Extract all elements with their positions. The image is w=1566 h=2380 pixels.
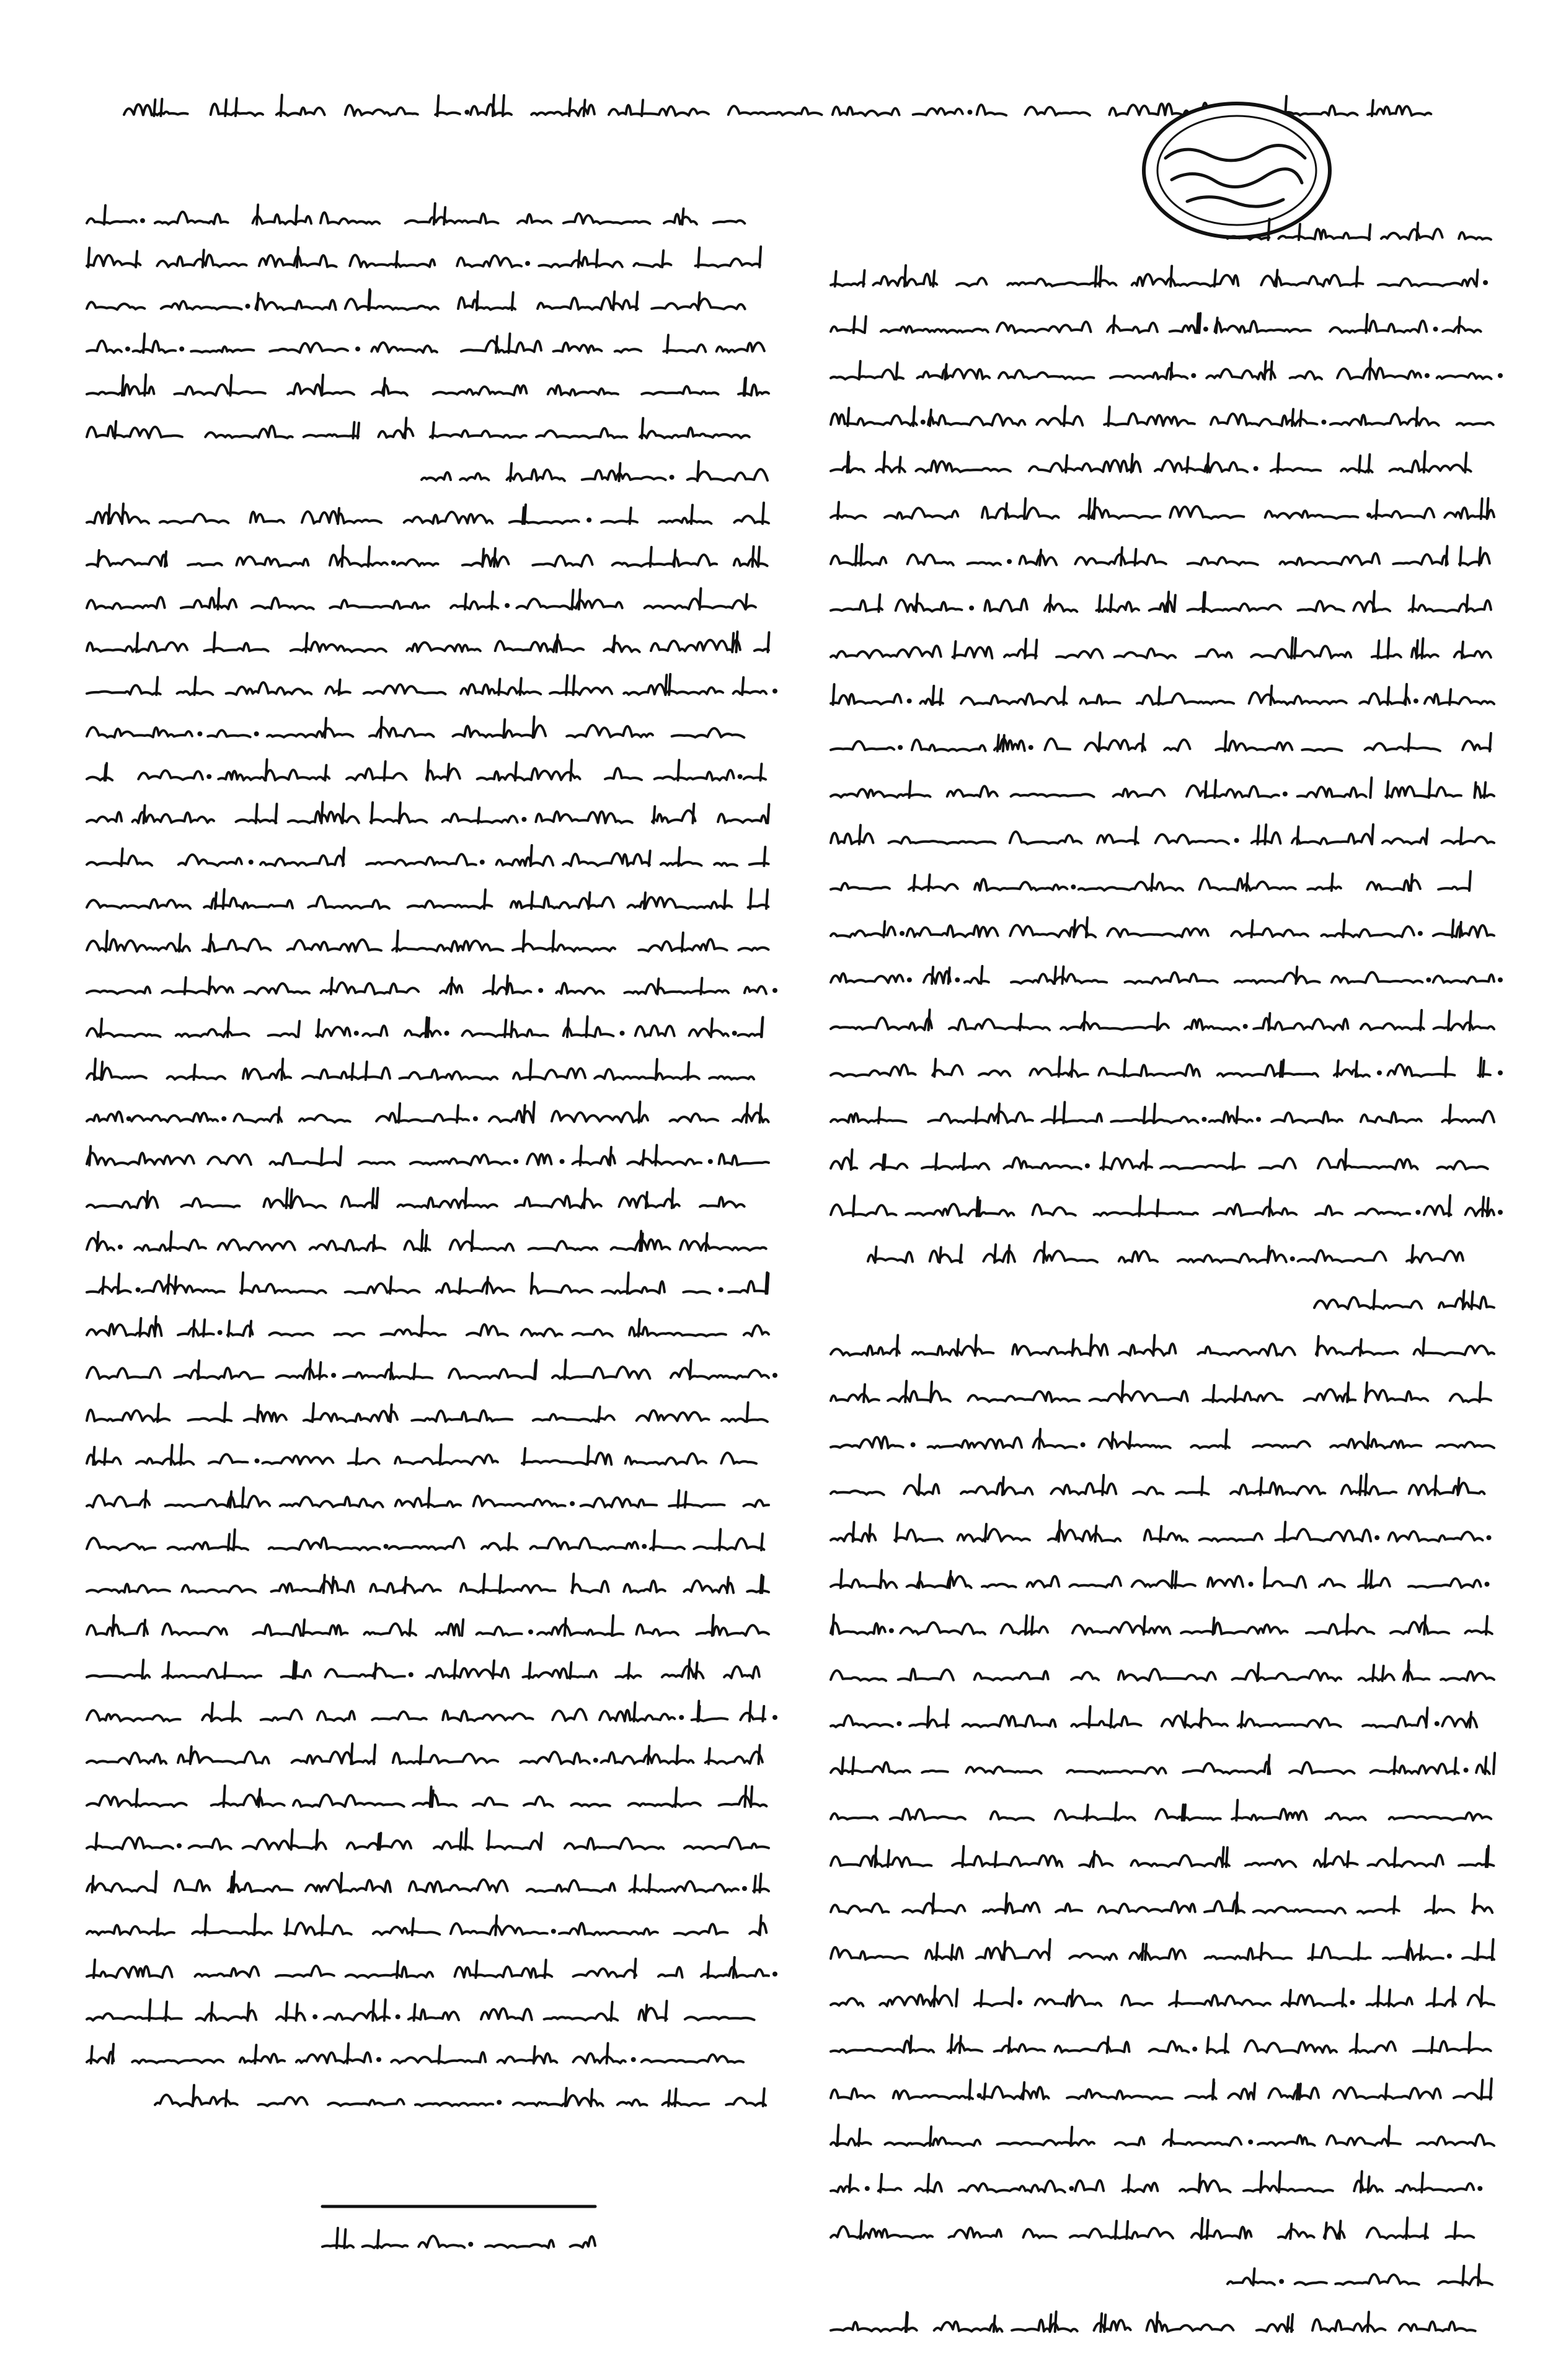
right-line [831, 684, 1494, 705]
right-line [831, 1057, 1503, 1077]
left-line [87, 632, 769, 652]
left-line [87, 930, 769, 951]
right-line [831, 1753, 1495, 1774]
right-column-text [831, 219, 1503, 2332]
left-line [87, 1529, 764, 1550]
right-line [831, 451, 1471, 472]
right-line [831, 1149, 1488, 1170]
right-line [831, 1939, 1494, 1960]
left-line [87, 1016, 763, 1037]
left-column-text [87, 203, 777, 2106]
left-line [155, 2085, 766, 2106]
right-line [1228, 2264, 1492, 2285]
left-line [87, 716, 744, 738]
seal-stamp-icon [1144, 104, 1330, 237]
left-line [87, 1999, 754, 2021]
right-line [831, 871, 1471, 891]
right-line [831, 1706, 1477, 1727]
left-line [87, 845, 769, 866]
left-line [87, 1574, 769, 1593]
left-line [87, 1871, 769, 1892]
left-line [87, 1145, 769, 1165]
right-line [831, 2125, 1494, 2146]
right-line [831, 2218, 1474, 2239]
right-line [831, 2312, 1475, 2332]
left-line [87, 545, 768, 566]
left-line [87, 1957, 777, 1978]
closing-line [322, 2228, 595, 2248]
right-line [831, 1335, 1494, 1356]
right-line [831, 1893, 1492, 1913]
right-line [831, 1615, 1492, 1635]
right-line [831, 1381, 1491, 1402]
right-line [831, 1986, 1494, 2006]
right-line [831, 1196, 1503, 1216]
right-line [831, 591, 1491, 612]
right-line [831, 731, 1491, 751]
right-line [831, 498, 1494, 519]
right-line [831, 1474, 1484, 1495]
right-line [831, 2032, 1491, 2053]
right-line [831, 359, 1503, 379]
right-line [831, 1521, 1492, 1542]
right-line [831, 265, 1488, 286]
left-line [87, 1230, 766, 1251]
left-line [87, 1743, 763, 1764]
left-line [87, 588, 756, 609]
left-line [87, 247, 761, 267]
right-line [831, 966, 1503, 984]
left-line [87, 1786, 766, 1807]
right-line [831, 1429, 1494, 1448]
right-line [831, 1102, 1494, 1123]
left-line [87, 1272, 768, 1294]
left-line [87, 889, 768, 909]
right-line [831, 1800, 1491, 1820]
right-line [831, 824, 1494, 844]
left-line [87, 333, 764, 353]
right-line [831, 2079, 1492, 2099]
right-line [831, 917, 1494, 937]
right-line [831, 1660, 1494, 1681]
left-line [87, 1615, 769, 1636]
right-line [831, 314, 1481, 333]
left-line [87, 1360, 777, 1379]
left-line [87, 1488, 769, 1507]
right-line [868, 1242, 1463, 1263]
left-line [87, 759, 766, 780]
right-line [831, 638, 1491, 659]
left-line [87, 1914, 766, 1935]
left-line [87, 418, 750, 438]
left-line [87, 503, 769, 524]
left-line [87, 374, 769, 395]
left-line [422, 461, 768, 481]
left-line [87, 1102, 769, 1122]
left-line [87, 2043, 743, 2063]
left-line [87, 1316, 769, 1336]
left-line [87, 1059, 754, 1080]
right-line [831, 2171, 1482, 2192]
right-line [831, 544, 1490, 565]
left-line [87, 976, 777, 994]
left-line [87, 1659, 759, 1678]
left-line [87, 1403, 768, 1422]
right-line [1314, 1290, 1494, 1309]
left-line [87, 1701, 777, 1721]
left-line [87, 674, 777, 695]
right-line [831, 406, 1493, 426]
right-line [831, 1846, 1493, 1867]
right-line [831, 1567, 1490, 1588]
left-line [87, 289, 745, 310]
closing-text-line [322, 2228, 595, 2248]
left-line [87, 1188, 745, 1208]
left-line [87, 1828, 769, 1849]
left-line [87, 1445, 756, 1465]
right-line [831, 1010, 1494, 1030]
left-line [87, 802, 769, 823]
left-line [87, 203, 745, 224]
right-line [831, 778, 1494, 798]
